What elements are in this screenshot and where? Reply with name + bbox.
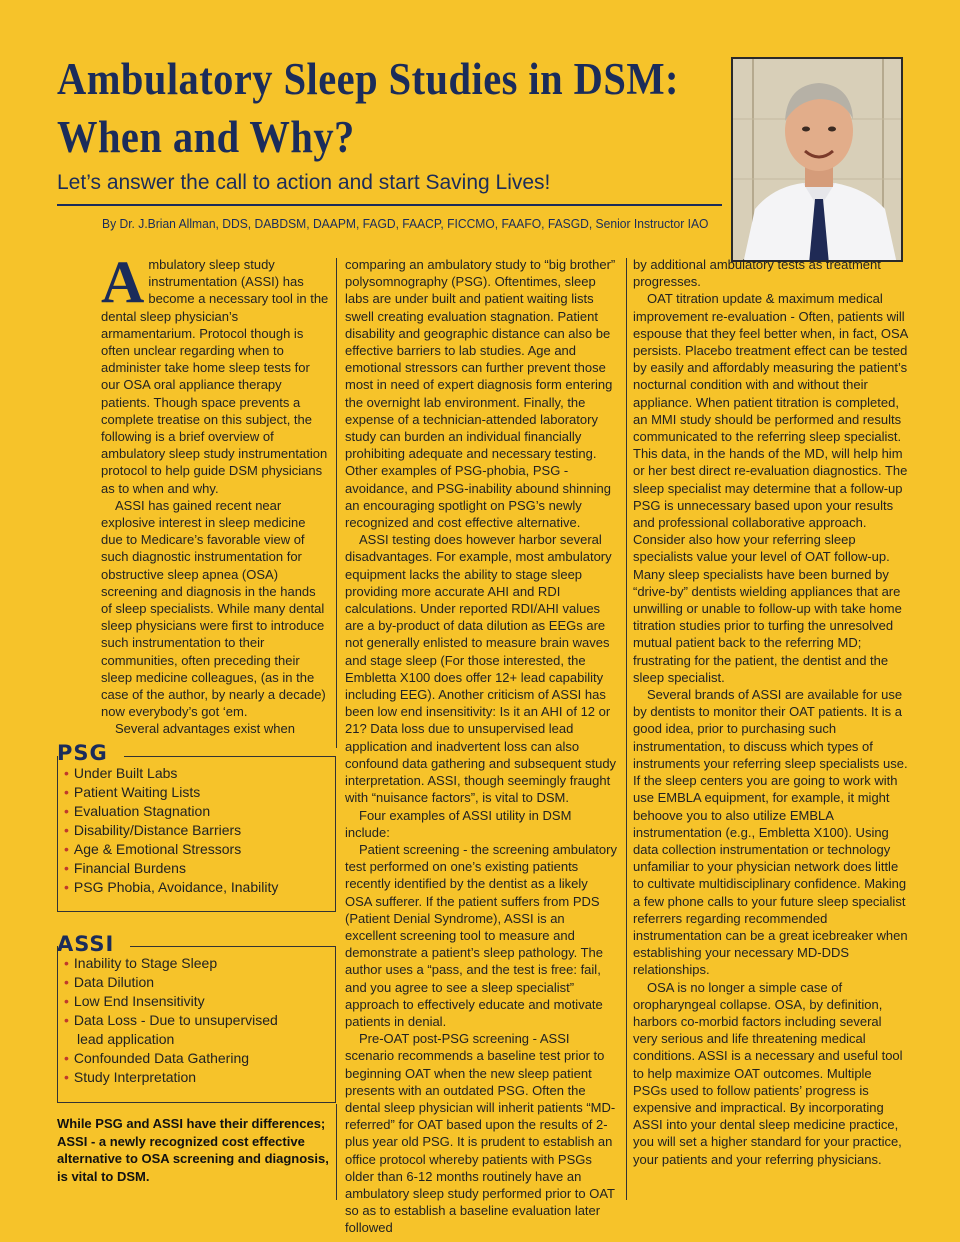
header-rule: [57, 204, 722, 206]
list-item: • Data Dilution: [64, 973, 335, 992]
author-portrait-icon: [733, 59, 903, 262]
column-divider-1b: [336, 1104, 337, 1200]
assi-list: [58, 946, 335, 1087]
psg-list: [58, 756, 335, 897]
article-title: [57, 50, 679, 166]
article-subtitle: Let’s answer the call to action and start Saving Lives!: [57, 171, 551, 194]
psg-box: [57, 756, 336, 912]
author-byline: By Dr. J.Brian Allman, DDS, DABDSM, DAAPM, FAGD, FAACP, FICCMO, FAAFO, FASGD, Senior Instructor IAO: [102, 216, 709, 231]
col3-paragraph-3: Several brands of ASSI are available for use by dentists to monitor their OAT patients. It is a good idea, prior to purchasing such instrumentation, to discuss which types of instruments your referring sleep specialists use. If the sleep centers you are going to work with use EMBLA equipment, for example, it might behoove you to also utilize EMBLA instrumentation (e.g., Embletta X100). Using data collection instrumentation or technology unfamiliar to your physician network does little to cultivate multidisciplinary confidence. Making a few phone calls to your future sleep specialist referrers regarding recommended instrumentation can be a great icebreaker when establishing your necessary MD-DDS relationships.: [633, 687, 908, 978]
title-line-2: When and Why?: [57, 112, 355, 162]
psg-heading: PSG: [57, 741, 108, 765]
author-photo: [731, 57, 903, 262]
column-divider-1: [336, 258, 337, 748]
col3-paragraph-1: by additional ambulatory tests as treatment progresses.: [633, 257, 881, 290]
list-item: • Patient Waiting Lists: [64, 783, 335, 802]
col3-paragraph-4: OSA is no longer a simple case of oropharyngeal collapse. OSA, by definition, harbors co-morbid factors including several very serious and life threatening medical conditions. ASSI is a necessary and useful tool to help maximize OAT outcomes. Multiple PSGs used to follow patients’ progress is expensive and impractical. By incorporating ASSI into your dental sleep medicine practice, you will set a higher standard for your practice, your patients and your referring physicians.: [633, 979, 903, 1167]
drop-cap: A: [101, 249, 145, 315]
list-item: • Under Built Labs: [64, 764, 335, 783]
list-item: • Study Interpretation: [64, 1068, 335, 1087]
col2-paragraph-5: Pre-OAT post-PSG screening - ASSI scenario recommends a baseline test prior to beginning OAT when the new sleep patient presents with an outdated PSG. Often the dental sleep physician will inherit patients “MD-referred” for OAT based upon the results of 2-plus year old PSG. It is prudent to establish an office protocol whereby patients with PSGs older than 6-12 months routinely have an ambulatory sleep study performed prior to OAT so as to establish a baseline evaluation later followed: [345, 1031, 616, 1236]
list-item: • Financial Burdens: [64, 859, 335, 878]
assi-heading: ASSI: [57, 932, 115, 956]
col1-paragraph-3: Several advantages exist when: [115, 721, 295, 737]
list-item: • Evaluation Stagnation: [64, 802, 335, 821]
list-item: • PSG Phobia, Avoidance, Inability: [64, 878, 335, 897]
list-item: • Age & Emotional Stressors: [64, 840, 335, 859]
col3-paragraph-2: OAT titration update & maximum medical improvement re-evaluation - Often, patients will espouse that they feel better when, in fact, OSA persists. Placebo treatment effect can be tested by easily and affordably measuring the patient’s nocturnal condition with and without their appliance. When patient titration is completed, an MMI study should be performed and results communicated to the referring sleep specialist. This data, in the hands of the MD, will help him or her best direct re-evaluation diagnostics. The sleep specialist may determine that a follow-up PSG is unnecessary based upon your results and professional collaborative approach. Consider also how your referring sleep specialists value your level of OAT follow-up. Many sleep specialists have been burned by “drive-by” dentists wielding appliances that are unwilling or unable to follow-up with take home titration studies prior to turfing the unresolved mutual patient back to the referring MD; frustrating for the patient, the dentist and the sleep specialist.: [633, 291, 908, 685]
list-item: • Disability/Distance Barriers: [64, 821, 335, 840]
column-1: [101, 249, 330, 738]
col2-paragraph-1: comparing an ambulatory study to “big brother” polysomnography (PSG). Oftentimes, sleep labs are under built and patient waiting lists swell creating evaluation stagnation. Patient disability and geographic distance can also be effective barriers to lab studies. Age and emotional stressors can further prevent those most in need of expert diagnosis form entering the overnight lab environment. Finally, the expense of a technician-attended laboratory study can burden an individual financially prohibiting adequate and necessary testing. Other examples of PSG-phobia, PSG -avoidance, and PSG-inability abound shinning an encouraging spotlight on PSG’s newly recognized and cost effective alternative.: [345, 257, 616, 531]
list-item-continuation: lead application: [77, 1031, 175, 1047]
col2-paragraph-3: Four examples of ASSI utility in DSM include:: [345, 807, 572, 840]
column-2: [345, 256, 617, 1237]
assi-box: [57, 946, 336, 1103]
col2-paragraph-4: Patient screening - the screening ambulatory test performed on one’s existing patients recently identified by the dentist as a likely OSA sufferer. If the patient suffers from PDS (Patient Denial Syndrome), ASSI is an excellent screening tool to measure and demonstrate a patient’s sleep pathology. The author uses a “pass, and the test is free: fail, and you agree to see a sleep specialist” approach to effectively educate and motivate patients in denial.: [345, 841, 617, 1029]
list-item: • Data Loss - Due to unsupervised: [64, 1011, 335, 1030]
list-item: • Low End Insensitivity: [64, 992, 335, 1011]
list-item: • Inability to Stage Sleep: [64, 954, 335, 973]
summary-callout: While PSG and ASSI have their differences; ASSI - a newly recognized cost effective alternative to OSA screening and diagnosis, is vital to DSM.: [57, 1116, 329, 1184]
col1-paragraph-2: ASSI has gained recent near explosive interest in sleep medicine due to Medicare’s favorable view of such diagnostic instrumentation for obstructive sleep apnea (OSA) screening and diagnosis in the hands of sleep specialists. While many dental sleep physicians were first to introduce such instrumentation to their communities, often preceding their sleep medicine colleagues, (as in the case of the author, by nearly a decade) now everybody’s got ‘em.: [101, 497, 326, 720]
title-line-1: Ambulatory Sleep Studies in DSM:: [57, 54, 679, 104]
col2-paragraph-2: ASSI testing does however harbor several disadvantages. For example, most ambulatory equipment lacks the ability to stage sleep providing more accurate AHI and RDI calculations. Under reported RDI/AHI values are a by-product of data dilution as EEGs are not generally enlisted to measure brain waves and stage sleep (For those interested, the Embletta X100 does offer 12+ lead capability including EEG). Another criticism of ASSI has been low end insensitivity: Is it an AHI of 12 or 21? Data loss due to unsupervised lead application and inadvertent loss can also confound data gathering and subsequent study interpretation. ASSI, though seemingly fraught with “nuisance factors”, is vital to DSM.: [345, 532, 617, 806]
column-3: [633, 256, 908, 1168]
list-item: • Confounded Data Gathering: [64, 1049, 335, 1068]
column-divider-2: [626, 258, 627, 1200]
col1-paragraph-1: mbulatory sleep study instrumentation (ASSI) has become a necessary tool in the dental sleep physician’s armamentarium. Protocol though is often unclear regarding when to administer take home sleep tests for our OSA oral appliance therapy patients. Though space prevents a complete treatise on this subject, the following is a brief overview of ambulatory sleep study instrumentation protocol to help guide DSM physicians as to when and why.: [101, 257, 329, 496]
